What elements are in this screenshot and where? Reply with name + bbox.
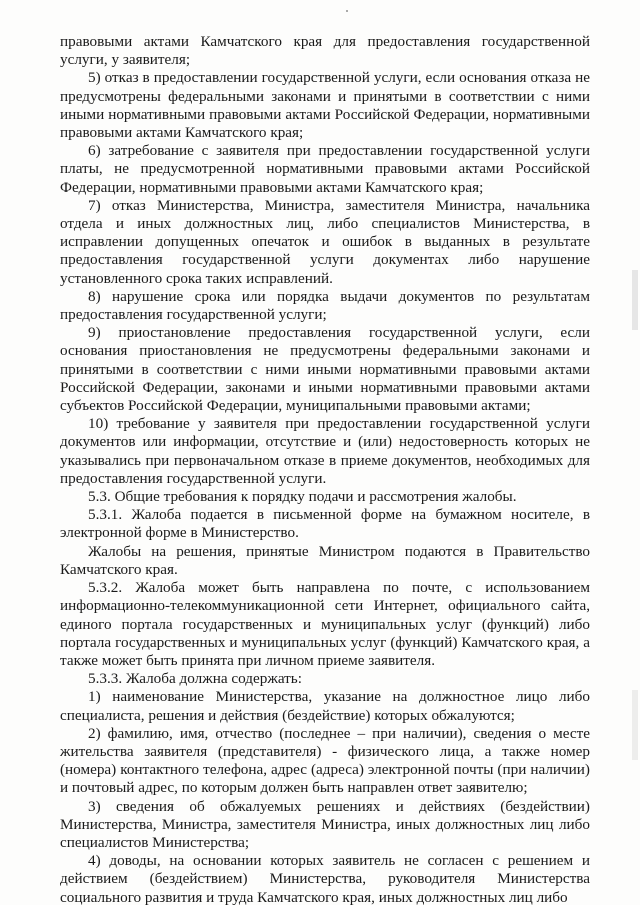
paragraph: 5) отказ в предоставлении государственной услуги, если основания отказа не предусмотрены федеральными законами и принятыми в соответствии с ними иными нормативными правовыми актами Российской Федерации, нормативными правовыми актами Камчатского края; [60, 69, 590, 142]
document-body [60, 33, 590, 907]
scan-speck [346, 10, 348, 12]
paragraph: правовыми актами Камчатского края для предоставления государственной услуги, у заявителя; [60, 33, 590, 69]
list-item: 1) наименование Министерства, указание на должностное лицо либо специалиста, решения и действия (бездействие) которых обжалуются; [60, 688, 590, 724]
paragraph: 8) нарушение срока или порядка выдачи документов по результатам предоставления государственной услуги; [60, 287, 590, 324]
paragraph: 5.3.2. Жалоба может быть направлена по почте, с использованием информационно-телекоммуникационной сети Интернет, официального сайта, единого портала государственных и муниципальных услуг (функций) либо портала государственных и муниципальных услуг (функций) Камчатского края, а также может быть принята при личном приеме заявителя. [60, 579, 590, 669]
paragraph: 7) отказ Министерства, Министра, заместителя Министра, начальника отдела и иных должностных лиц, либо специалистов Министерства, в исправлении допущенных опечаток и ошибок в выданных в результате предоставления государственной услуги документах либо нарушение установленного срока таких исправлений. [60, 196, 590, 287]
paragraph: 9) приостановление предоставления государственной услуги, если основания приостановления не предусмотрены федеральными законами и принятыми в соответствии с ними иными нормативными правовыми актами Российской Федерации, законами и иными нормативными правовыми актами субъектов Российской Федерации, муниципальными правовыми актами; [60, 324, 590, 415]
list-item: 4) доводы, на основании которых заявитель не согласен с решением и действием (бездействием) Министерства, руководителя Министерства социального развития и труда Камчатского края, иных должностных лиц либо [60, 852, 590, 906]
section-heading: 5.3. Общие требования к порядку подачи и рассмотрения жалобы. [88, 488, 517, 506]
paragraph: Жалобы на решения, принятые Министром подаются в Правительство Камчатского края. [60, 542, 590, 578]
paragraph: 6) затребование с заявителя при предоставлении государственной услуги платы, не предусмотренной нормативными правовыми актами Российской Федерации, нормативными правовыми актами Камчатского края; [60, 142, 590, 196]
scan-edge-shadow [632, 270, 638, 330]
paragraph: 5.3.3. Жалоба должна содержать: [88, 670, 302, 688]
paragraph: 5.3.1. Жалоба подается в письменной форме на бумажном носителе, в электронной форме в Министерство. [60, 506, 590, 542]
scan-edge-shadow [632, 690, 638, 760]
list-item: 3) сведения об обжалуемых решениях и действиях (бездействии) Министерства, Министра, заместителя Министра, иных должностных лиц либо специалистов Министерства; [60, 797, 590, 851]
list-item: 2) фамилию, имя, отчество (последнее – при наличии), сведения о месте жительства заявителя (представителя) - физического лица, а также номер (номера) контактного телефона, адрес (адреса) электронной почты (при наличии) и почтовый адрес, по которым должен быть направлен ответ заявителю; [60, 724, 590, 797]
paragraph: 10) требование у заявителя при предоставлении государственной услуги документов или информации, отсутствие и (или) недостоверность которых не указывались при первоначальном отказе в приеме документов, необходимых для предоставления государственной услуги. [60, 415, 590, 487]
